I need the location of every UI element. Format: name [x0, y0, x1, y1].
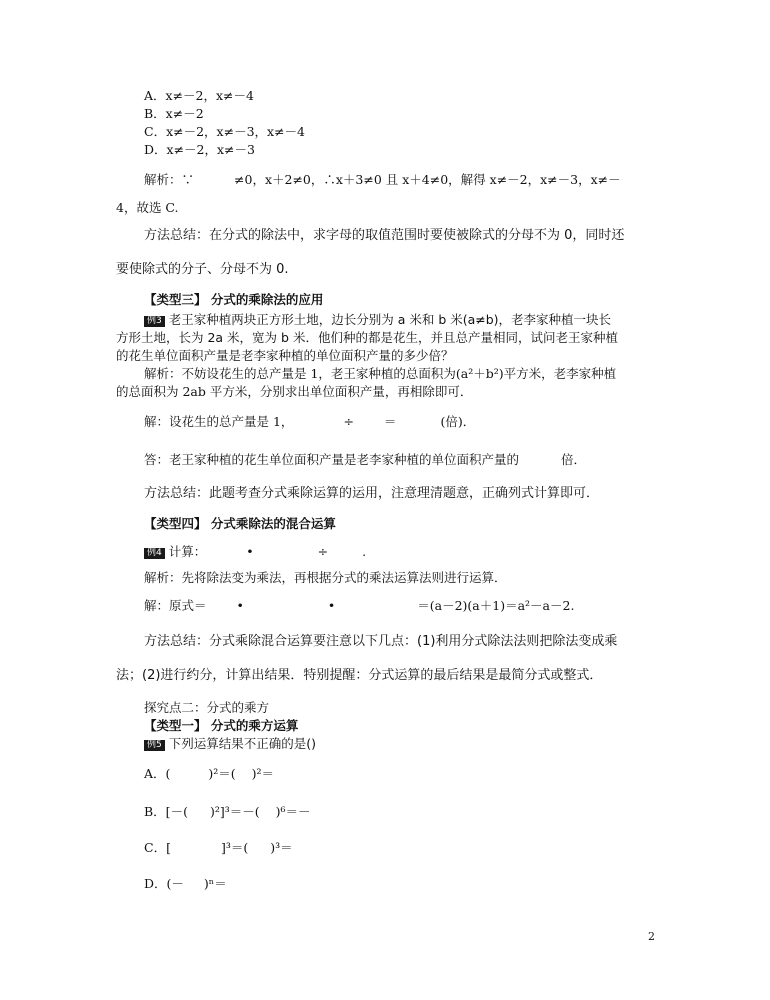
example-5 [144, 736, 316, 752]
opt-a-2-a: A．( [144, 766, 171, 781]
method-summary-1a: 方法总结：在分式的除法中，求字母的取值范围时要使被除式的分母不为 0，同时还 [144, 228, 625, 243]
type-3-heading: 【类型三】 分式的乘除法的应用 [144, 292, 324, 307]
opt-a-2-c: )²＝ [251, 766, 275, 781]
analysis-1-b: ≠0，x＋2≠0，∴x＋3≠0 且 x＋4≠0，解得 x≠－2，x≠－3，x≠－ [234, 172, 621, 187]
solution-3-d: (倍)． [440, 414, 476, 429]
analysis-3a: 解析：不妨设花生的总产量是 1，老王家种植的总面积为(a²＋b²)平方米，老李家种植 [144, 366, 617, 381]
example-5-a: 下列运算结果不正确的是() [168, 736, 316, 751]
opt-b-2-b: )²]³＝－( [209, 804, 260, 819]
method-summary-4b: 法；(2)进行约分，计算出结果．特别提醒：分式运算的最后结果是最简分式或整式． [116, 668, 603, 683]
answer-3-a: 答：老王家种植的花生单位面积产量是老李家种植的单位面积产量的 [144, 452, 520, 467]
example-3-c: 的花生单位面积产量是老李家种植的单位面积产量的多少倍？ [116, 348, 454, 363]
solution-3 [144, 414, 475, 430]
analysis-3b: 的总面积为 2ab 平方米，分别求出单位面积产量，再相除即可． [116, 384, 473, 399]
example-4-d: . [362, 544, 367, 559]
opt-b-1: B．x≠－2 [144, 106, 204, 121]
example-5-badge: 例5 [144, 740, 165, 751]
analysis-1-cont: 4，故选 C. [116, 200, 179, 215]
opt-d-1: D．x≠－2，x≠－3 [144, 142, 255, 157]
opt-c-2-b: ]³＝( [220, 840, 249, 855]
opt-a-2 [144, 766, 274, 782]
method-summary-4a: 方法总结：分式乘除混合运算要注意以下几点：(1)利用分式除法法则把除法变成乘 [144, 634, 618, 649]
example-3-badge: 例3 [144, 316, 165, 327]
solution-4-c: • [327, 598, 336, 613]
analysis-1-a: 解析：∵ [144, 172, 195, 187]
solution-3-a: 解：设花生的总产量是 1， [144, 414, 294, 429]
example-4-a: 计算： [168, 544, 207, 559]
opt-c-2-c: )³＝ [270, 840, 293, 855]
example-3 [144, 312, 611, 328]
method-summary-3: 方法总结：此题考查分式乘除运算的运用，注意理清题意，正确列式计算即可． [144, 486, 600, 501]
opt-c-2-a: C．[ [144, 840, 171, 855]
solution-4-b: • [236, 598, 244, 613]
opt-a-2-b: )²＝( [208, 766, 236, 781]
opt-c-1: C．x≠－2，x≠－3，x≠－4 [144, 124, 305, 139]
opt-d-2 [144, 876, 227, 892]
analysis-4: 解析：先将除法变为乘法，再根据分式的乘法运算法则进行运算． [144, 570, 507, 585]
example-4-b: • [246, 544, 254, 559]
type-4-heading: 【类型四】 分式乘除法的混合运算 [144, 516, 336, 531]
example-3-a: 老王家种植两块正方形土地，边长分别为 a 米和 b 米(a≠b)，老李家种植一块长 [168, 312, 612, 327]
section-explore-2: 探究点二：分式的乘方 [144, 700, 270, 715]
example-4 [144, 544, 366, 560]
solution-4 [144, 598, 574, 614]
example-3-b: 方形土地，长为 2a 米，宽为 b 米．他们种的都是花生，并且总产量相同，试问老王家种植 [116, 330, 618, 345]
opt-b-2-a: B．[－( [144, 804, 188, 819]
opt-a-1: A．x≠－2，x≠－4 [144, 88, 254, 103]
opt-b-2-c: )⁶＝－ [275, 804, 311, 819]
type-1-heading: 【类型一】 分式的乘方运算 [144, 718, 299, 733]
opt-c-2 [144, 840, 293, 856]
answer-3 [144, 452, 586, 468]
example-4-c: ÷ [317, 544, 329, 559]
opt-d-2-b: )ⁿ＝ [203, 876, 227, 891]
solution-4-d: ＝(a－2)(a＋1)＝a²－a－2. [417, 598, 575, 613]
example-4-badge: 例4 [144, 548, 165, 559]
answer-3-b: 倍． [561, 452, 587, 467]
solution-4-a: 解：原式＝ [144, 598, 207, 613]
opt-d-2-a: D．(－ [144, 876, 184, 891]
solution-3-c: ＝ [383, 414, 397, 429]
opt-b-2 [144, 804, 311, 820]
analysis-1 [144, 172, 621, 188]
method-summary-1b: 要使除式的分子、分母不为 0. [116, 262, 289, 277]
solution-3-b: ÷ [343, 414, 354, 429]
page-number: 2 [648, 930, 655, 943]
